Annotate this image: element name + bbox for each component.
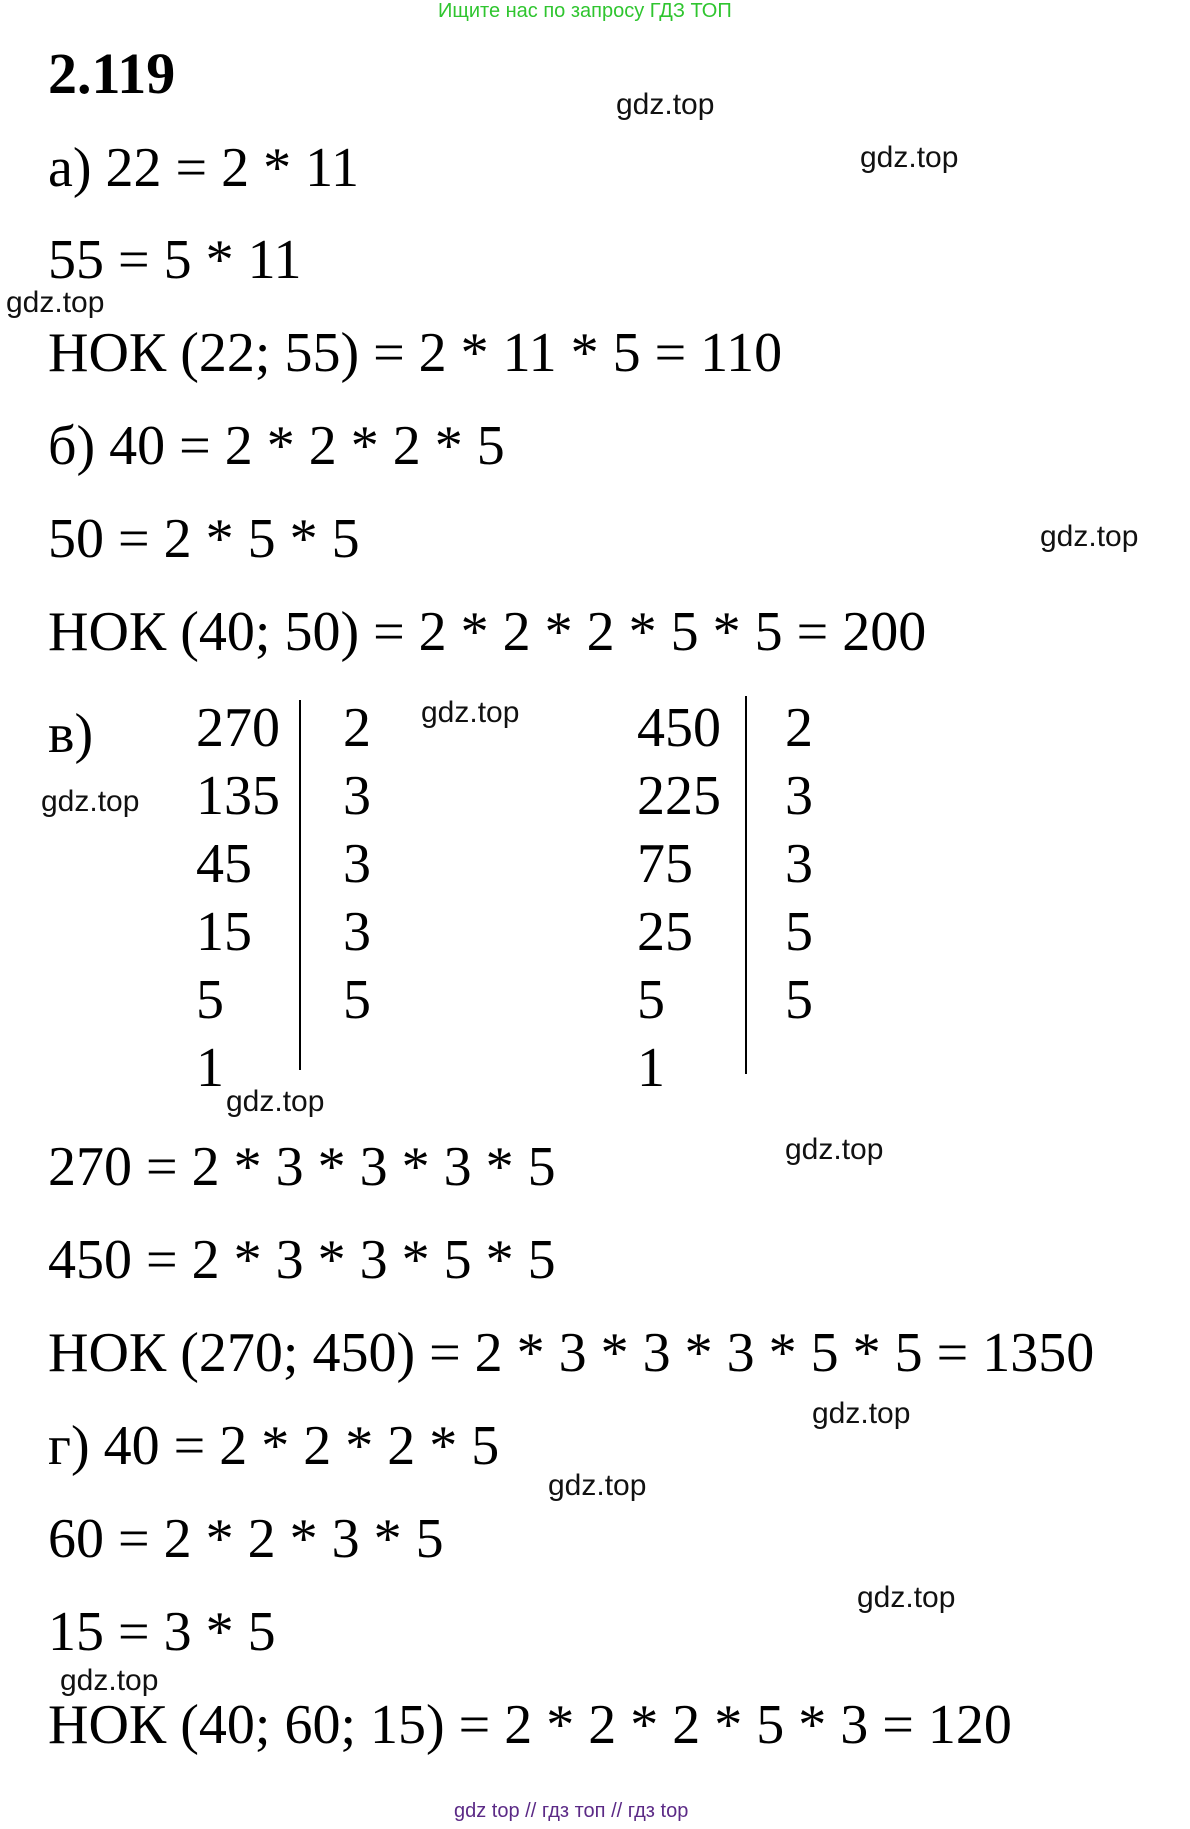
watermark: gdz.top (6, 286, 105, 319)
part-v-lcm: НОК (270; 450) = 2 * 3 * 3 * 3 * 5 * 5 = 1350 (48, 1322, 1095, 1384)
watermark: gdz.top (60, 1664, 159, 1697)
watermark: gdz.top (812, 1397, 911, 1430)
part-b-line2: 50 = 2 * 5 * 5 (48, 508, 360, 570)
part-g-line2: 60 = 2 * 2 * 3 * 5 (48, 1508, 444, 1570)
part-b-lcm: НОК (40; 50) = 2 * 2 * 2 * 5 * 5 = 200 (48, 601, 927, 663)
dividend-cell: 45 (196, 833, 252, 895)
division-bar (299, 700, 301, 1070)
divisor-cell: 3 (343, 765, 371, 827)
part-g-line3: 15 = 3 * 5 (48, 1601, 276, 1663)
part-a-lcm: НОК (22; 55) = 2 * 11 * 5 = 110 (48, 322, 783, 384)
dividend-cell: 270 (196, 697, 280, 759)
dividend-cell: 1 (637, 1037, 665, 1099)
problem-number: 2.119 (48, 41, 176, 106)
watermark: gdz.top (226, 1085, 325, 1118)
part-g-line1: г) 40 = 2 * 2 * 2 * 5 (48, 1415, 500, 1477)
divisor-cell: 2 (343, 697, 371, 759)
divisor-cell: 5 (343, 969, 371, 1031)
dividend-cell: 1 (196, 1037, 224, 1099)
footer-text: gdz top // гдз топ // гдз top (454, 1800, 689, 1822)
watermark: gdz.top (421, 696, 520, 729)
divisor-cell: 3 (785, 833, 813, 895)
watermark: gdz.top (548, 1469, 647, 1502)
divisor-cell: 3 (343, 901, 371, 963)
watermark: gdz.top (1040, 520, 1139, 553)
dividend-cell: 5 (196, 969, 224, 1031)
watermark: gdz.top (41, 785, 140, 818)
dividend-cell: 225 (637, 765, 721, 827)
site-banner: Ищите нас по запросу ГДЗ ТОП (438, 0, 732, 22)
part-a-line2: 55 = 5 * 11 (48, 229, 302, 291)
divisor-cell: 5 (785, 901, 813, 963)
part-b-line1: б) 40 = 2 * 2 * 2 * 5 (48, 415, 505, 477)
part-v-line1: 270 = 2 * 3 * 3 * 3 * 5 (48, 1136, 556, 1198)
divisor-cell: 5 (785, 969, 813, 1031)
dividend-cell: 15 (196, 901, 252, 963)
dividend-cell: 135 (196, 765, 280, 827)
watermark: gdz.top (860, 141, 959, 174)
part-g-lcm: НОК (40; 60; 15) = 2 * 2 * 2 * 5 * 3 = 120 (48, 1694, 1012, 1756)
part-a-line1: а) 22 = 2 * 11 (48, 137, 360, 199)
watermark: gdz.top (785, 1133, 884, 1166)
divisor-cell: 3 (785, 765, 813, 827)
watermark: gdz.top (857, 1581, 956, 1614)
watermark: gdz.top (616, 88, 715, 121)
divisor-cell: 3 (343, 833, 371, 895)
dividend-cell: 5 (637, 969, 665, 1031)
division-bar (745, 696, 747, 1074)
part-v-line2: 450 = 2 * 3 * 3 * 5 * 5 (48, 1229, 556, 1291)
dividend-cell: 25 (637, 901, 693, 963)
divisor-cell: 2 (785, 697, 813, 759)
dividend-cell: 75 (637, 833, 693, 895)
part-v-label: в) (48, 703, 94, 765)
dividend-cell: 450 (637, 697, 721, 759)
